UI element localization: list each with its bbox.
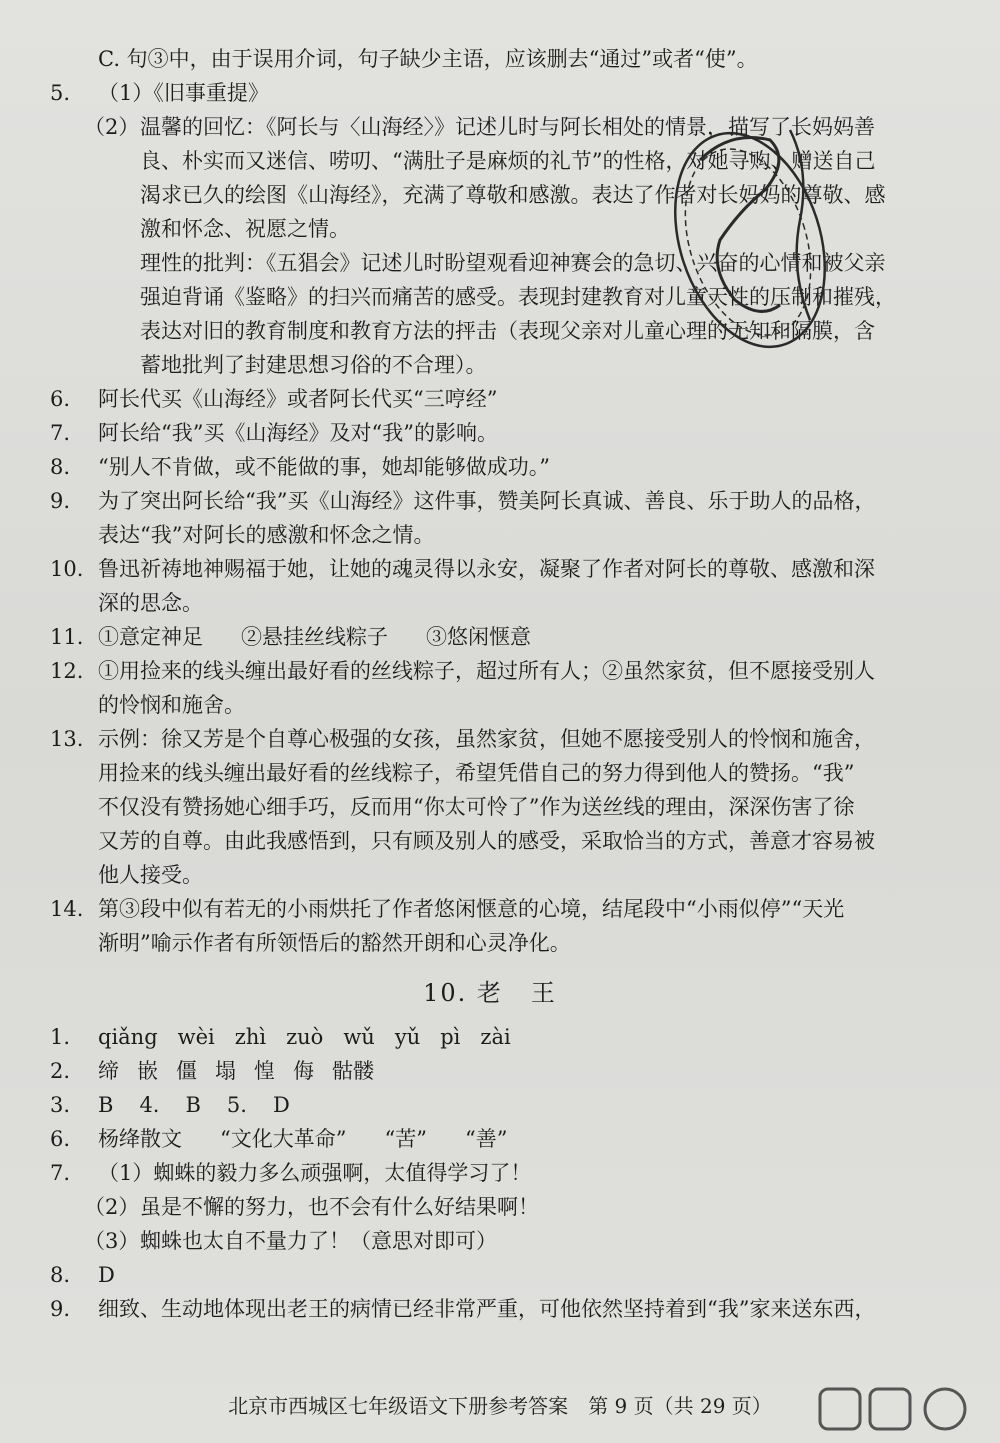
char-word: 塌 xyxy=(215,1059,236,1083)
sec2-answer-7-part3 xyxy=(40,1224,940,1258)
answer-option: B xyxy=(98,1093,114,1117)
answer-text: 第③段中似有若无的小雨烘托了作者悠闲惬意的心境，结尾段中“小雨似停”“天光 xyxy=(98,897,845,921)
answer-number: 9. xyxy=(50,1297,71,1321)
sub-label: （2） xyxy=(84,1195,140,1219)
sec2-answer-7 xyxy=(40,1156,940,1190)
answer-number: 4. xyxy=(139,1093,160,1117)
char-word: 侮 xyxy=(293,1059,314,1083)
answer-text: 表达“我”对阿长的感激和怀念之情。 xyxy=(98,523,435,547)
answer-text: 用捡来的线头缠出最好看的丝线粽子，希望凭借自己的努力得到他人的赞扬。“我” xyxy=(98,761,855,785)
pinyin-word: wǔ xyxy=(343,1025,375,1049)
answer-13 xyxy=(40,722,940,892)
answer-text: 激和怀念、祝愿之情。 xyxy=(140,217,350,241)
pinyin-word: yǔ xyxy=(394,1025,421,1049)
pinyin-word: zhì xyxy=(234,1025,267,1049)
answer-text: 他人接受。 xyxy=(98,863,203,887)
answer-number: 10. xyxy=(50,557,84,581)
answer-text: 鲁迅祈祷地神赐福于她，让她的魂灵得以永安，凝聚了作者对阿长的尊敬、感激和深 xyxy=(98,557,875,581)
answer-number: 11. xyxy=(50,625,84,649)
pinyin-word: pì xyxy=(440,1025,461,1049)
page-footer xyxy=(0,1390,1000,1419)
char-word: 惶 xyxy=(254,1059,275,1083)
answer-content xyxy=(40,42,940,1326)
answer-number: 12. xyxy=(50,659,84,683)
answer-text: ①用捡来的线头缠出最好看的丝线粽子，超过所有人；②虽然家贫，但不愿接受别人 xyxy=(98,659,875,683)
answer-number: 6. xyxy=(50,1127,71,1151)
answer-number: 1. xyxy=(50,1025,71,1049)
answer-number: 5. xyxy=(50,81,71,105)
answer-number: 8. xyxy=(50,1263,71,1287)
answer-number: 5. xyxy=(226,1093,247,1117)
answer-number: 2. xyxy=(50,1059,71,1083)
sec2-answer-6 xyxy=(40,1122,940,1156)
answer-text: C. 句③中，由于误用介词，句子缺少主语，应该删去“通过”或者“使”。 xyxy=(98,47,758,71)
answer-c-option xyxy=(40,42,940,76)
answer-option: D xyxy=(272,1093,290,1117)
section-title xyxy=(40,976,940,1010)
answer-text: “别人不肯做，或不能做的事，她却能够做成功。” xyxy=(98,455,550,479)
answer-11 xyxy=(40,620,940,654)
sec2-answer-7-part2 xyxy=(40,1190,940,1224)
answer-text: 《旧事重提》 xyxy=(153,81,269,105)
answer-5-part2 xyxy=(40,110,940,382)
section-number: 10. xyxy=(423,979,468,1007)
answer-number: 7. xyxy=(50,421,71,445)
answer-number: 13. xyxy=(50,727,84,751)
answer-option: “苦” xyxy=(384,1127,427,1151)
footer-title: 北京市西城区七年级语文下册参考答案 xyxy=(228,1394,569,1418)
answer-text: 示例：徐又芳是个自尊心极强的女孩，虽然家贫，但她不愿接受别人的怜悯和施舍， xyxy=(98,727,875,751)
answer-text: 深的思念。 xyxy=(98,591,203,615)
answer-number: 8. xyxy=(50,455,71,479)
answer-option: ②悬挂丝线粽子 xyxy=(241,625,388,649)
answer-number: 6. xyxy=(50,387,71,411)
section-title-char: 老 xyxy=(476,979,503,1007)
answer-option: “善” xyxy=(464,1127,508,1151)
answer-5 xyxy=(40,76,940,110)
answer-text: 蓄地批判了封建思想习俗的不合理）。 xyxy=(140,353,487,377)
answer-10 xyxy=(40,552,940,620)
answer-text: 又芳的自尊。由此我感悟到，只有顾及别人的感受，采取恰当的方式，善意才容易被 xyxy=(98,829,875,853)
answer-text: 细致、生动地体现出老王的病情已经非常严重，可他依然坚持着到“我”家来送东西， xyxy=(98,1297,876,1321)
char-word: 骷髅 xyxy=(332,1059,374,1083)
answer-text: 为了突出阿长给“我”买《山海经》这件事，赞美阿长真诚、善良、乐于助人的品格， xyxy=(98,489,876,513)
sub-label: （2） xyxy=(84,115,140,139)
answer-text: 渐明”喻示作者有所领悟后的豁然开朗和心灵净化。 xyxy=(98,931,571,955)
answer-option: B xyxy=(185,1093,201,1117)
sub-label: （1） xyxy=(98,81,154,105)
char-word: 嵌 xyxy=(137,1059,158,1083)
answer-text: D xyxy=(98,1263,115,1287)
answer-text: 表达对旧的教育制度和教育方法的抨击（表现父亲对儿童心理的无知和隔膜，含 xyxy=(140,319,875,343)
answer-text: 理性的批判：《五猖会》记述儿时盼望观看迎神赛会的急切、兴奋的心情和被父亲 xyxy=(140,251,886,275)
pinyin-word: zài xyxy=(480,1025,511,1049)
answer-8 xyxy=(40,450,940,484)
answer-option: ③悠闲惬意 xyxy=(426,625,531,649)
sec2-answer-9 xyxy=(40,1292,940,1326)
sub-label: （1） xyxy=(98,1161,154,1185)
answer-text: 不仅没有赞扬她心细手巧，反而用“你太可怜了”作为送丝线的理由，深深伤害了徐 xyxy=(98,795,855,819)
pinyin-word: wèi xyxy=(177,1025,215,1049)
answer-option: “文化大革命” xyxy=(220,1127,347,1151)
char-word: 僵 xyxy=(176,1059,197,1083)
section-title-char: 王 xyxy=(530,979,557,1007)
pinyin-word: qiǎng xyxy=(98,1025,158,1049)
answer-number: 3. xyxy=(50,1093,71,1117)
char-word: 缔 xyxy=(98,1059,119,1083)
pinyin-word: zuò xyxy=(286,1025,324,1049)
answer-text: 温馨的回忆：《阿长与〈山海经〉》记述儿时与阿长相处的情景，描写了长妈妈善 xyxy=(140,115,875,139)
answer-text: 渴求已久的绘图《山海经》，充满了尊敬和感激。表达了作者对长妈妈的尊敬、感 xyxy=(140,183,886,207)
answer-number: 7. xyxy=(50,1161,71,1185)
answer-text: 阿长给“我”买《山海经》及对“我”的影响。 xyxy=(98,421,498,445)
answer-text: 虽是不懈的努力，也不会有什么好结果啊！ xyxy=(140,1195,539,1219)
answer-option: 杨绛散文 xyxy=(98,1127,182,1151)
page-number: 第 9 页（共 29 页） xyxy=(588,1394,772,1418)
answer-7 xyxy=(40,416,940,450)
answer-text: 蜘蛛的毅力多么顽强啊，太值得学习了！ xyxy=(153,1161,532,1185)
sub-label: （3） xyxy=(84,1229,140,1253)
sec2-answer-8 xyxy=(40,1258,940,1292)
answer-number: 14. xyxy=(50,897,84,921)
answer-text: 良、朴实而又迷信、唠叨、“满肚子是麻烦的礼节”的性格，对她寻购、赠送自己 xyxy=(140,149,876,173)
answer-14 xyxy=(40,892,940,960)
answer-text: 蜘蛛也太自不量力了！（意思对即可） xyxy=(140,1229,497,1253)
answer-6 xyxy=(40,382,940,416)
answer-12 xyxy=(40,654,940,722)
answer-number: 9. xyxy=(50,489,71,513)
sec2-answer-3-5 xyxy=(40,1088,940,1122)
sec2-answer-2 xyxy=(40,1054,940,1088)
sec2-answer-1 xyxy=(40,1020,940,1054)
answer-text: 阿长代买《山海经》或者阿长代买“三哼经” xyxy=(98,387,498,411)
answer-text: 强迫背诵《鉴略》的扫兴而痛苦的感受。表现封建教育对儿童天性的压制和摧残， xyxy=(140,285,896,309)
answer-text: 的怜悯和施舍。 xyxy=(98,693,245,717)
answer-9 xyxy=(40,484,940,552)
answer-option: ①意定神足 xyxy=(98,625,203,649)
